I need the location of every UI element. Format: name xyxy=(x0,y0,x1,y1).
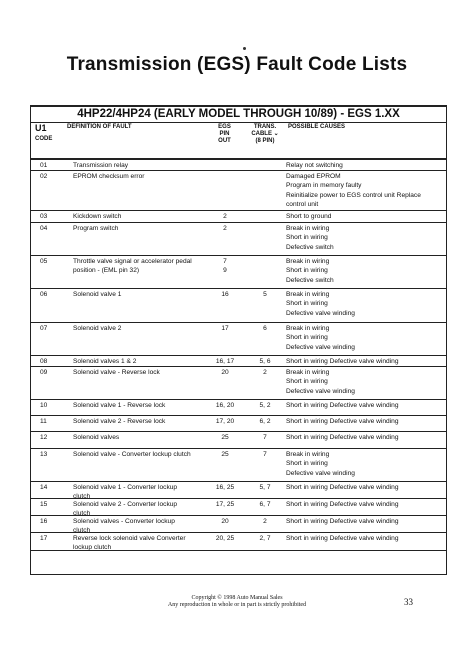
cell-egs: 17, 20 xyxy=(215,418,235,425)
cell-trans: 2 xyxy=(263,518,267,525)
cell-egs: 16 xyxy=(221,291,229,298)
cell-code: 03 xyxy=(40,213,48,220)
cell-code: 15 xyxy=(40,501,48,508)
cell-definition: Solenoid valve 2 - Converter lockup clutch xyxy=(73,501,178,518)
cell-definition: Solenoid valves xyxy=(73,434,120,441)
cell-causes: Break in wiring Short in wiring Defective switch xyxy=(286,258,334,284)
header-definition: DEFINITION OF FAULT xyxy=(67,124,132,130)
cell-trans: 5, 2 xyxy=(259,402,271,409)
cell-causes: Damaged EPROM Program in memory faulty Reinitialize power to EGS control unit Replace control unit xyxy=(286,173,421,209)
table-row xyxy=(31,171,446,211)
cell-code: 16 xyxy=(40,518,48,525)
table-row xyxy=(31,289,446,323)
table-row xyxy=(31,533,446,551)
table-row xyxy=(31,482,446,499)
cell-trans: 6 xyxy=(263,325,267,332)
cell-causes: Relay not switching xyxy=(286,162,343,169)
cell-causes: Short in wiring Defective valve winding xyxy=(286,434,399,441)
cell-code: 06 xyxy=(40,291,48,298)
cell-code: 07 xyxy=(40,325,48,332)
cell-definition: Reverse lock solenoid valve Converter lockup clutch xyxy=(73,535,186,552)
cell-definition: Solenoid valve - Converter lockup clutch xyxy=(73,451,191,458)
cell-egs: 16, 25 xyxy=(215,484,235,491)
table-row xyxy=(31,400,446,416)
cell-code: 17 xyxy=(40,535,48,542)
header-u1: U1 xyxy=(35,123,47,133)
cell-code: 05 xyxy=(40,258,48,265)
cell-definition: Solenoid valves - Converter lockup clutch xyxy=(73,518,175,535)
cell-trans: 5, 6 xyxy=(259,358,271,365)
cell-code: 08 xyxy=(40,358,48,365)
table-row xyxy=(31,449,446,482)
copyright: Copyright © 1998 Auto Manual Sales xyxy=(191,595,283,601)
header-possible-causes: POSSIBLE CAUSES xyxy=(288,124,346,130)
cell-trans: 6, 7 xyxy=(259,501,271,508)
cell-egs: 16, 20 xyxy=(215,402,235,409)
table-row xyxy=(31,356,446,367)
cell-trans: 2, 7 xyxy=(259,535,271,542)
cell-causes: Short in wiring Defective valve winding xyxy=(286,402,399,409)
cell-definition: EPROM checksum error xyxy=(73,173,145,180)
cell-causes: Short in wiring Defective valve winding xyxy=(286,518,399,525)
scan-mark xyxy=(243,47,246,50)
table-header xyxy=(31,123,446,160)
cell-trans: 5 xyxy=(263,291,267,298)
cell-egs: 20 xyxy=(221,518,229,525)
header-code: CODE xyxy=(35,136,53,142)
cell-definition: Solenoid valve 1 xyxy=(73,291,122,298)
cell-code: 12 xyxy=(40,434,48,441)
cell-egs: 25 xyxy=(221,451,229,458)
table-row xyxy=(31,211,446,223)
cell-trans: 7 xyxy=(263,434,267,441)
cell-code: 10 xyxy=(40,402,48,409)
cell-definition: Solenoid valves 1 & 2 xyxy=(73,358,137,365)
cell-causes: Short to ground xyxy=(286,213,332,220)
cell-causes: Short in wiring Defective valve winding xyxy=(286,501,399,508)
cell-trans: 7 xyxy=(263,451,267,458)
table-title: 4HP22/4HP24 (EARLY MODEL THROUGH 10/89) - EGS 1.XX xyxy=(31,107,446,123)
table-body xyxy=(31,160,446,551)
cell-egs: 20 xyxy=(221,369,229,376)
cell-definition: Throttle valve signal or accelerator pedal position - (EML pin 32) xyxy=(73,258,192,275)
header-trans-cable: TRANS. CABLE ⌄ (8 PIN) xyxy=(251,124,279,144)
reproduction-notice: Any reproduction in whole or in part is strictly prohibited xyxy=(167,602,307,608)
page-title: Transmission (EGS) Fault Code Lists xyxy=(66,54,408,75)
cell-causes: Break in wiring Short in wiring Defective valve winding xyxy=(286,325,355,351)
cell-causes: Break in wiring Short in wiring Defective valve winding xyxy=(286,369,355,395)
table-row xyxy=(31,367,446,400)
cell-definition: Solenoid valve 1 - Reverse lock xyxy=(73,402,166,409)
cell-egs: 7 9 xyxy=(223,258,227,275)
cell-trans: 6, 2 xyxy=(259,418,271,425)
cell-definition: Solenoid valve 2 - Reverse lock xyxy=(73,418,166,425)
cell-causes: Short in wiring Defective valve winding xyxy=(286,418,399,425)
cell-egs: 16, 17 xyxy=(215,358,235,365)
header-egs-pin-out: EGS PIN OUT xyxy=(218,124,231,144)
cell-definition: Program switch xyxy=(73,225,119,232)
cell-code: 02 xyxy=(40,173,48,180)
table-row xyxy=(31,499,446,516)
cell-egs: 2 xyxy=(223,225,227,232)
cell-code: 09 xyxy=(40,369,48,376)
cell-trans: 2 xyxy=(263,369,267,376)
page-number: 33 xyxy=(404,597,413,607)
table-row xyxy=(31,516,446,533)
cell-definition: Solenoid valve - Reverse lock xyxy=(73,369,160,376)
cell-code: 13 xyxy=(40,451,48,458)
cell-egs: 17, 25 xyxy=(215,501,235,508)
cell-code: 01 xyxy=(40,162,48,169)
cell-definition: Transmission relay xyxy=(73,162,129,169)
cell-causes: Break in wiring Short in wiring Defective valve winding xyxy=(286,451,355,477)
cell-egs: 25 xyxy=(221,434,229,441)
cell-code: 04 xyxy=(40,225,48,232)
table-row xyxy=(31,223,446,256)
cell-egs: 20, 25 xyxy=(215,535,235,542)
cell-code: 14 xyxy=(40,484,48,491)
cell-egs: 2 xyxy=(223,213,227,220)
cell-code: 11 xyxy=(40,418,47,425)
cell-definition: Solenoid valve 2 xyxy=(73,325,122,332)
table-row xyxy=(31,432,446,449)
cell-causes: Short in wiring Defective valve winding xyxy=(286,358,399,365)
cell-trans: 5, 7 xyxy=(259,484,271,491)
cell-causes: Break in wiring Short in wiring Defective valve winding xyxy=(286,291,355,317)
fault-code-table xyxy=(30,105,447,575)
cell-causes: Short in wiring Defective valve winding xyxy=(286,535,399,542)
table-row xyxy=(31,256,446,289)
cell-egs: 17 xyxy=(221,325,229,332)
cell-definition: Solenoid valve 1 - Converter lockup clutch xyxy=(73,484,178,501)
table-row xyxy=(31,416,446,432)
table-row xyxy=(31,323,446,356)
cell-causes: Break in wiring Short in wiring Defective switch xyxy=(286,225,334,251)
cell-definition: Kickdown switch xyxy=(73,213,122,220)
table-row xyxy=(31,160,446,171)
cell-causes: Short in wiring Defective valve winding xyxy=(286,484,399,491)
